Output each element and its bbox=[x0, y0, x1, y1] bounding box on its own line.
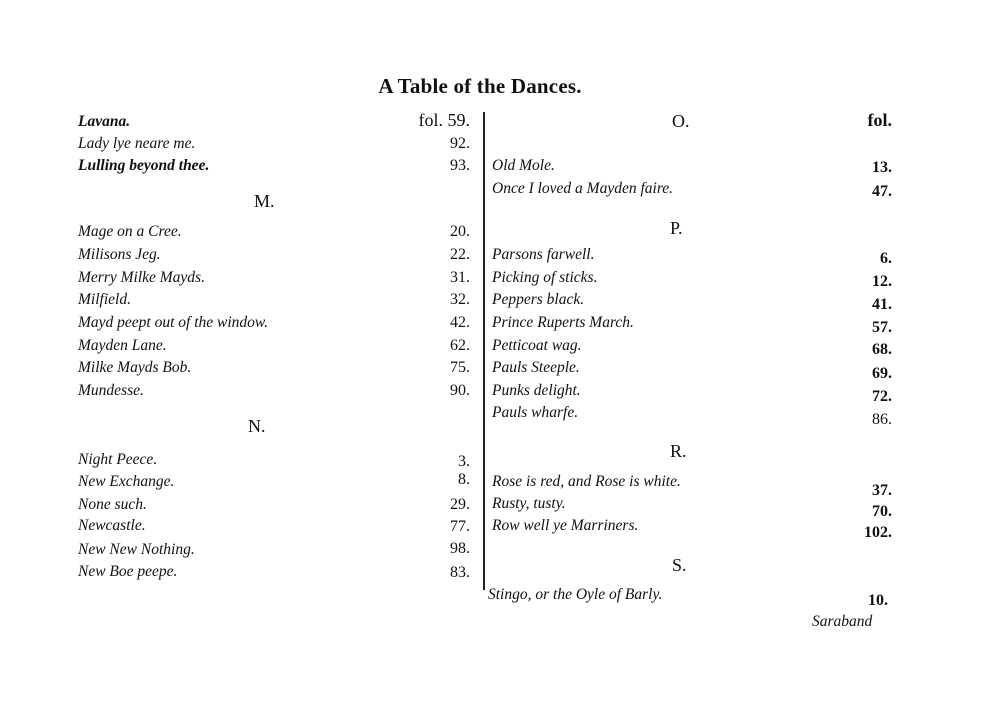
entry-name: New Boe peepe. bbox=[78, 563, 178, 580]
entry-name: Milfield. bbox=[78, 291, 131, 308]
entry-name: Row well ye Marriners. bbox=[492, 517, 639, 534]
entry-name: Night Peece. bbox=[78, 451, 158, 468]
entry-fol: 90. bbox=[450, 382, 470, 399]
entry-fol: 93. bbox=[450, 157, 470, 174]
fol-header-left bbox=[419, 110, 471, 130]
entry-fol: 10. bbox=[868, 592, 888, 609]
entry-fol: 8. bbox=[458, 471, 470, 488]
entry-fol: 37. bbox=[872, 482, 892, 499]
entry-fol: 83. bbox=[450, 564, 470, 581]
entry-name: Mayden Lane. bbox=[78, 337, 167, 354]
entry-name: Mage on a Cree. bbox=[78, 223, 182, 240]
entry-name: Lavana. bbox=[78, 113, 131, 130]
entry-fol: 41. bbox=[872, 296, 892, 313]
entry-name: Mundesse. bbox=[78, 382, 144, 399]
section-letter-p: P. bbox=[670, 218, 683, 238]
entry-fol: 13. bbox=[872, 159, 892, 176]
entry-name: Lulling beyond thee. bbox=[78, 157, 210, 174]
entry-name: Milisons Jeg. bbox=[78, 246, 161, 263]
column-divider bbox=[483, 112, 485, 590]
entry-fol: 42. bbox=[450, 314, 470, 331]
entry-fol: 31. bbox=[450, 269, 470, 286]
entry-fol: 12. bbox=[872, 273, 892, 290]
entry-fol: 22. bbox=[450, 246, 470, 263]
entry-name: Once I loved a Mayden faire. bbox=[492, 180, 674, 197]
entry-name: Old Mole. bbox=[492, 157, 555, 174]
section-letter-o: O. bbox=[672, 111, 690, 131]
entry-fol: 86. bbox=[872, 411, 892, 428]
entry-fol: 47. bbox=[872, 183, 892, 200]
entry-name: Parsons farwell. bbox=[492, 246, 595, 263]
fol-header-right: fol. bbox=[867, 110, 892, 130]
entry-fol: 32. bbox=[450, 291, 470, 308]
entry-name: Punks delight. bbox=[492, 382, 581, 399]
catchword: Saraband bbox=[812, 613, 873, 630]
section-letter-r: R. bbox=[670, 441, 687, 461]
entry-name: Merry Milke Mayds. bbox=[78, 269, 205, 286]
entry-name: Picking of sticks. bbox=[492, 269, 598, 286]
entry-fol: 69. bbox=[872, 365, 892, 382]
entry-fol: 75. bbox=[450, 359, 470, 376]
entry-fol: 6. bbox=[880, 250, 892, 267]
fol-header-label: fol. bbox=[418, 110, 443, 130]
entry-name: Mayd peept out of the window. bbox=[78, 314, 268, 331]
entry-name: Rose is red, and Rose is white. bbox=[492, 473, 681, 490]
entry-fol: 59. bbox=[447, 110, 470, 130]
entry-name: Pauls wharfe. bbox=[492, 404, 579, 421]
section-letter-s: S. bbox=[672, 555, 687, 575]
entry-name: Newcastle. bbox=[78, 517, 146, 534]
entry-name: Pauls Steeple. bbox=[492, 359, 580, 376]
entry-fol: 68. bbox=[872, 341, 892, 358]
section-letter-m: M. bbox=[254, 191, 275, 211]
entry-name: New New Nothing. bbox=[78, 541, 195, 558]
entry-name: New Exchange. bbox=[78, 473, 175, 490]
entry-fol: 70. bbox=[872, 503, 892, 520]
entry-name: Stingo, or the Oyle of Barly. bbox=[488, 586, 663, 603]
entry-fol: 98. bbox=[450, 540, 470, 557]
entry-fol: 20. bbox=[450, 223, 470, 240]
entry-fol: 29. bbox=[450, 496, 470, 513]
entry-name: Prince Ruperts March. bbox=[492, 314, 634, 331]
section-letter-n: N. bbox=[248, 416, 266, 436]
entry-name: None such. bbox=[78, 496, 147, 513]
page-title: A Table of the Dances. bbox=[378, 74, 582, 98]
entry-fol: 3. bbox=[458, 453, 470, 470]
entry-name: Lady lye neare me. bbox=[78, 135, 196, 152]
entry-fol: 57. bbox=[872, 319, 892, 336]
entry-name: Milke Mayds Bob. bbox=[78, 359, 192, 376]
entry-fol: 92. bbox=[450, 135, 470, 152]
entry-fol: 62. bbox=[450, 337, 470, 354]
entry-fol: 102. bbox=[864, 524, 892, 541]
entry-fol: 77. bbox=[450, 518, 470, 535]
entry-name: Peppers black. bbox=[492, 291, 585, 308]
entry-name: Rusty, tusty. bbox=[492, 495, 566, 512]
entry-name: Petticoat wag. bbox=[492, 337, 582, 354]
entry-fol: 72. bbox=[872, 388, 892, 405]
